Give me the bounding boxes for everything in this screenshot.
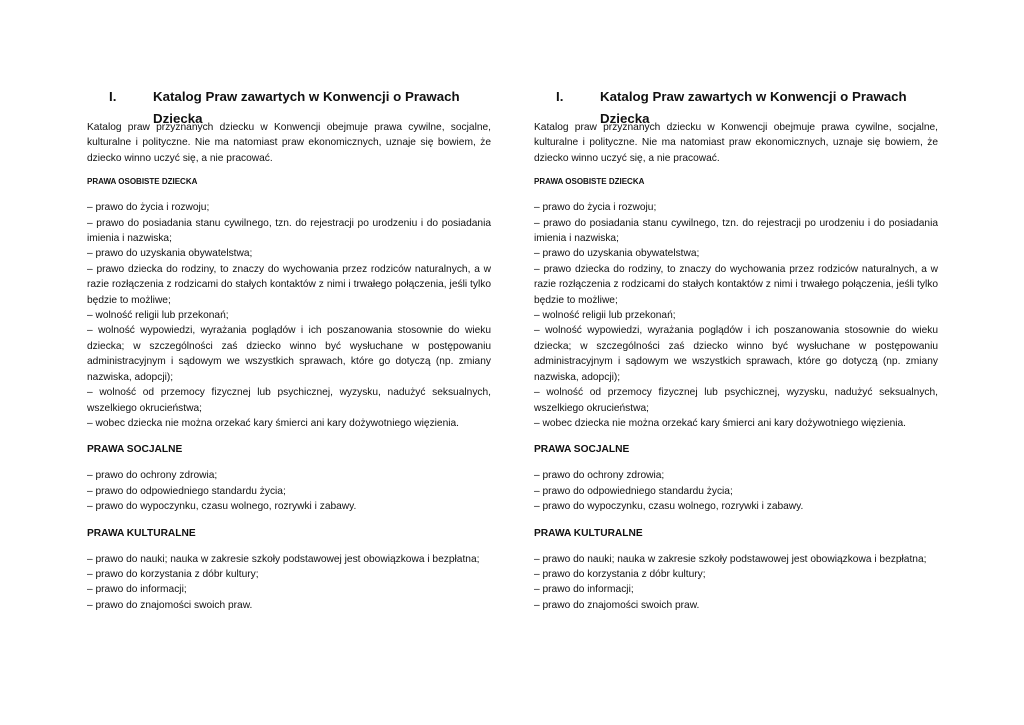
list-item: – prawo do odpowiedniego standardu życia;: [534, 484, 938, 499]
list-item: – prawo do znajomości swoich praw.: [534, 598, 938, 613]
list-item: – prawo do ochrony zdrowia;: [534, 468, 938, 483]
heading-title: Katalog Praw zawartych w Konwencji o Prawach Dziecka: [153, 89, 460, 126]
list-item: – prawo do informacji;: [534, 582, 938, 597]
intro-paragraph: Katalog praw przyznanych dziecku w Konwencji obejmuje prawa cywilne, socjalne, kulturalne i polityczne. Nie ma natomiast praw ekonomicznych, uznaje się bowiem, że dziecko winno uczyć się, a nie pracować.: [534, 122, 938, 164]
list-item: – prawo do uzyskania obywatelstwa;: [87, 246, 491, 261]
list-item: – prawo do wypoczynku, czasu wolnego, rozrywki i zabawy.: [87, 499, 491, 514]
list-item: – prawo do posiadania stanu cywilnego, tzn. do rejestracji po urodzeniu i do posiadania imienia i nazwiska;: [534, 216, 938, 247]
list-item: – prawo do korzystania z dóbr kultury;: [87, 567, 491, 582]
list-item: – wolność wypowiedzi, wyrażania poglądów i ich poszanowania stosownie do wieku dziecka; w szczególności zaś dziecko winno być wysłuchane w postępowaniu administracyjnym i sądowym we wszystkich sprawach, które go dotyczą (np. zmiany nazwiska, adopcji);: [534, 323, 938, 385]
list-item: – prawo do nauki; nauka w zakresie szkoły podstawowej jest obowiązkowa i bezpłatna;: [534, 552, 938, 567]
list-item: – prawo do wypoczynku, czasu wolnego, rozrywki i zabawy.: [534, 499, 938, 514]
cultural-rights-title: PRAWA KULTURALNE: [534, 527, 643, 539]
section-heading: [534, 86, 938, 126]
list-item: – prawo do korzystania z dóbr kultury;: [534, 567, 938, 582]
list-item: – prawo do znajomości swoich praw.: [87, 598, 491, 613]
section-heading: [87, 86, 491, 126]
left-column: [87, 86, 491, 624]
cultural-rights-title: PRAWA KULTURALNE: [87, 527, 196, 539]
social-rights-list: [534, 468, 938, 514]
list-item: – prawo do informacji;: [87, 582, 491, 597]
list-item: – wolność wypowiedzi, wyrażania poglądów i ich poszanowania stosownie do wieku dziecka; w szczególności zaś dziecko winno być wysłuchane w postępowaniu administracyjnym i sądowym we wszystkich sprawach, które go dotyczą (np. zmiany nazwiska, adopcji);: [87, 323, 491, 385]
list-item: – prawo do posiadania stanu cywilnego, tzn. do rejestracji po urodzeniu i do posiadania imienia i nazwiska;: [87, 216, 491, 247]
list-item: – wolność od przemocy fizycznej lub psychicznej, wyzysku, nadużyć seksualnych, wszelkiego okrucieństwa;: [534, 385, 938, 416]
list-item: – wolność od przemocy fizycznej lub psychicznej, wyzysku, nadużyć seksualnych, wszelkiego okrucieństwa;: [87, 385, 491, 416]
list-item: – prawo dziecka do rodziny, to znaczy do wychowania przez rodziców naturalnych, a w razie rozłączenia z rodzicami do stałych kontaktów z nimi i trwałego połączenia, jeśli tylko będzie to możliwe;: [534, 262, 938, 308]
cultural-rights-list: [534, 552, 938, 614]
personal-rights-list: [534, 200, 938, 431]
list-item: – wolność religii lub przekonań;: [87, 308, 491, 323]
social-rights-list: [87, 468, 491, 514]
personal-rights-list: [87, 200, 491, 431]
personal-rights-title: PRAWA OSOBISTE DZIECKA: [87, 177, 198, 187]
heading-number: I.: [109, 89, 117, 104]
list-item: – prawo do ochrony zdrowia;: [87, 468, 491, 483]
heading-title: Katalog Praw zawartych w Konwencji o Prawach Dziecka: [600, 89, 907, 126]
list-item: – wolność religii lub przekonań;: [534, 308, 938, 323]
list-item: – wobec dziecka nie można orzekać kary śmierci ani kary dożywotniego więzienia.: [534, 416, 938, 431]
social-rights-title: PRAWA SOCJALNE: [87, 444, 183, 456]
list-item: – prawo do nauki; nauka w zakresie szkoły podstawowej jest obowiązkowa i bezpłatna;: [87, 552, 491, 567]
heading-number: I.: [556, 89, 564, 104]
list-item: – wobec dziecka nie można orzekać kary śmierci ani kary dożywotniego więzienia.: [87, 416, 491, 431]
list-item: – prawo do uzyskania obywatelstwa;: [534, 246, 938, 261]
intro-paragraph: Katalog praw przyznanych dziecku w Konwencji obejmuje prawa cywilne, socjalne, kulturalne i polityczne. Nie ma natomiast praw ekonomicznych, uznaje się bowiem, że dziecko winno uczyć się, a nie pracować.: [87, 122, 491, 164]
cultural-rights-list: [87, 552, 491, 614]
list-item: – prawo do życia i rozwoju;: [87, 200, 491, 215]
list-item: – prawo dziecka do rodziny, to znaczy do wychowania przez rodziców naturalnych, a w razie rozłączenia z rodzicami do stałych kontaktów z nimi i trwałego połączenia, jeśli tylko będzie to możliwe;: [87, 262, 491, 308]
list-item: – prawo do odpowiedniego standardu życia;: [87, 484, 491, 499]
personal-rights-title: PRAWA OSOBISTE DZIECKA: [534, 177, 645, 187]
right-column: [534, 86, 938, 624]
social-rights-title: PRAWA SOCJALNE: [534, 444, 630, 456]
list-item: – prawo do życia i rozwoju;: [534, 200, 938, 215]
